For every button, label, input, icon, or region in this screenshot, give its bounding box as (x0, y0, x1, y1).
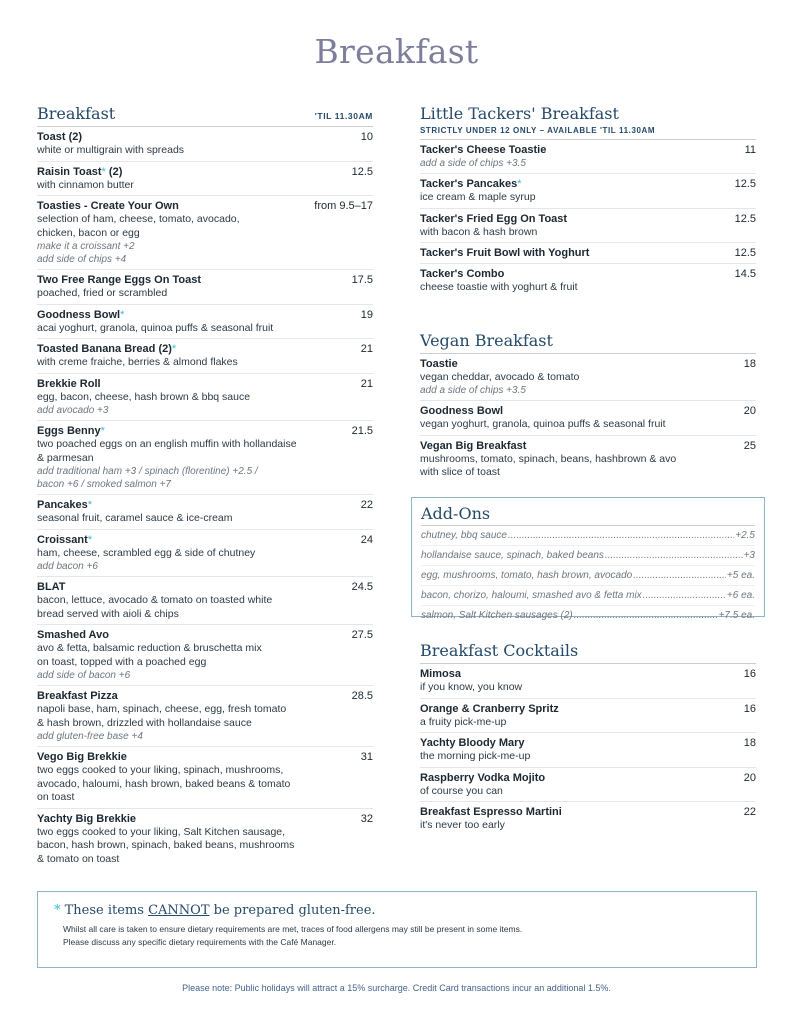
vegan-section (420, 331, 756, 483)
menu-item-price: 19 (360, 308, 373, 321)
menu-item-description: it's never too early (420, 819, 505, 831)
menu-item-description: with bacon & hash brown (420, 225, 538, 238)
addon-price: +6 ea. (726, 590, 755, 601)
menu-item-description: ice cream & maple syrup (420, 191, 536, 203)
menu-item-row (37, 130, 373, 144)
dot-leader (574, 609, 718, 622)
menu-item-row (37, 424, 373, 438)
menu-item (420, 140, 756, 174)
addon-price: +5 ea. (726, 570, 755, 581)
cocktails-title: Breakfast Cocktails (420, 641, 579, 660)
menu-item-description: on toast (37, 791, 75, 803)
item-name-text: Toasted Banana Bread (2) (37, 343, 172, 355)
menu-item-row (37, 199, 373, 213)
menu-item-option: add a side of chips +3.5 (420, 158, 526, 169)
addon-name: hollandaise sauce, spinach, baked beans (421, 550, 604, 561)
menu-item-description: cheese toastie with yoghurt & fruit (420, 281, 578, 293)
menu-item-price: 28.5 (351, 690, 373, 702)
menu-item-price: 20 (743, 771, 756, 784)
addon-name: bacon, chorizo, haloumi, smashed avo & fetta mix (421, 590, 642, 601)
notice-title-emphasis: CANNOT (148, 903, 210, 918)
menu-item-description: bacon, hash brown, spinach, baked beans, mushrooms (37, 839, 295, 851)
menu-item-row (37, 308, 373, 322)
vegan-header (420, 331, 756, 354)
menu-item-row (420, 702, 756, 716)
item-name-text: Vego Big Brekkie (37, 751, 127, 763)
menu-item (420, 401, 756, 436)
menu-item-row (37, 533, 373, 547)
menu-item (37, 127, 373, 162)
item-name-text: Yachty Bloody Mary (420, 737, 525, 749)
gluten-star-marker: * (87, 499, 93, 511)
addons-list (421, 526, 755, 625)
menu-item-price: 24.5 (351, 581, 373, 593)
menu-item-price: from 9.5–17 (314, 200, 373, 212)
menu-item-row (420, 805, 756, 819)
menu-item-name (37, 165, 122, 179)
menu-item-name (420, 246, 589, 260)
menu-item-option: add side of chips +4 (37, 254, 127, 265)
menu-item-price: 21 (360, 343, 373, 355)
little-tackers-header (420, 104, 756, 123)
menu-item-price: 12.5 (734, 212, 756, 225)
menu-item-row (37, 165, 373, 179)
addon-price: +7.5 ea. (718, 610, 755, 621)
addon-item (421, 526, 755, 546)
footer-note: Please note: Public holidays will attract a 15% surcharge. Credit Card transactions incur an additional 1.5%. (182, 983, 611, 993)
addon-item (421, 586, 755, 606)
breakfast-item-list (37, 127, 373, 869)
addon-item (421, 546, 755, 566)
menu-item-description: poached, fried or scrambled (37, 287, 168, 299)
menu-item-row (420, 736, 756, 750)
menu-item (37, 577, 373, 625)
menu-item (420, 768, 756, 803)
dot-leader (633, 569, 726, 582)
gluten-notice-title (54, 903, 756, 918)
menu-item-description: bread served with aioli & chips (37, 607, 179, 620)
addon-price: +3 (743, 550, 755, 561)
menu-item-row (420, 212, 756, 226)
menu-item-price: 16 (743, 702, 756, 715)
breakfast-title: Breakfast (37, 104, 116, 123)
menu-item-name (37, 130, 82, 144)
asterisk-marker: * (54, 903, 61, 918)
menu-item-row (37, 342, 373, 356)
menu-item-name (37, 199, 179, 213)
item-name-text: Tacker's Pancakes (420, 178, 518, 190)
menu-item-description: if you know, you know (420, 681, 523, 693)
menu-item-row (420, 404, 756, 418)
menu-item (37, 809, 373, 870)
dot-leader (605, 549, 743, 562)
item-name-text: Tacker's Cheese Toastie (420, 144, 547, 156)
menu-item-row (420, 357, 756, 371)
menu-item-option: make it a croissant +2 (37, 241, 135, 252)
item-name-text: Orange & Cranberry Spritz (420, 702, 559, 715)
vegan-item-list (420, 354, 756, 483)
item-name-text: Vegan Big Breakfast (420, 439, 527, 452)
addon-name: egg, mushrooms, tomato, hash brown, avocado (421, 570, 633, 581)
addons-box (411, 497, 765, 621)
menu-item-description: & tomato on toast (37, 852, 120, 865)
menu-item-row (420, 439, 756, 453)
menu-item-price: 18 (743, 357, 756, 370)
menu-item-description: the morning pick-me-up (420, 750, 531, 762)
menu-item-description: two eggs cooked to your liking, Salt Kitchen sausage, (37, 825, 286, 838)
item-name-text: Tacker's Combo (420, 268, 505, 280)
menu-item-row (420, 667, 756, 681)
menu-item-name (420, 736, 525, 750)
menu-item-row (37, 689, 373, 703)
menu-item-row (420, 267, 756, 281)
addons-title: Add-Ons (421, 504, 755, 526)
gluten-star-marker: * (171, 343, 177, 355)
menu-item (37, 162, 373, 197)
menu-item-price: 12.5 (734, 178, 756, 190)
menu-item (37, 196, 373, 270)
menu-item-price: 21 (360, 377, 373, 390)
gluten-star-marker: * (101, 165, 106, 178)
item-name-text: Two Free Range Eggs On Toast (37, 274, 202, 286)
notice-title-pre: These items (64, 903, 149, 918)
gluten-star-marker: * (120, 308, 125, 321)
menu-item-name (37, 580, 66, 594)
item-name-text: Croissant (37, 533, 88, 546)
menu-item-name (420, 357, 458, 371)
menu-item-description: avo & fetta, balsamic reduction & bruschetta mix (37, 642, 262, 654)
menu-item-option: add a side of chips +3.5 (420, 385, 526, 396)
gluten-notice-text (54, 923, 756, 948)
menu-item-description: with cinnamon butter (37, 178, 134, 191)
menu-item (420, 664, 756, 699)
menu-item (37, 530, 373, 578)
menu-item-name (420, 212, 567, 226)
item-name-text: Mimosa (420, 668, 461, 680)
menu-item (37, 495, 373, 530)
menu-item-description: acai yoghurt, granola, quinoa puffs & seasonal fruit (37, 321, 274, 334)
menu-item-name (420, 702, 559, 716)
menu-item-price: 12.5 (734, 247, 756, 259)
little-tackers-title: Little Tackers' Breakfast (420, 104, 619, 123)
menu-item-row (420, 771, 756, 785)
menu-item-description: mushrooms, tomato, spinach, beans, hashbrown & avo (420, 452, 677, 465)
menu-item-row (420, 246, 756, 260)
menu-item (420, 436, 756, 483)
menu-item-description: with creme fraiche, berries & almond flakes (37, 356, 238, 368)
menu-item-description: napoli base, ham, spinach, cheese, egg, fresh tomato (37, 703, 287, 715)
menu-item-row (420, 177, 756, 191)
menu-item-option: add side of bacon +6 (37, 670, 131, 681)
item-name-text: Breakfast Pizza (37, 690, 118, 702)
item-name-text: Tacker's Fried Egg On Toast (420, 212, 568, 225)
menu-item-description: of course you can (420, 784, 503, 797)
menu-item-row (37, 750, 373, 764)
menu-item-name (37, 533, 92, 547)
menu-item (37, 374, 373, 422)
menu-item-row (37, 273, 373, 287)
little-tackers-section (420, 104, 756, 298)
menu-item-name (37, 498, 92, 512)
menu-item (420, 174, 756, 209)
menu-item-name (37, 342, 176, 356)
menu-item-description: white or multigrain with spreads (37, 144, 185, 156)
item-name-text: Tacker's Fruit Bowl with Yoghurt (420, 247, 590, 259)
menu-item (420, 802, 756, 836)
cocktails-item-list (420, 664, 756, 836)
menu-item (420, 264, 756, 298)
menu-item-description: bacon, lettuce, avocado & tomato on toasted white (37, 594, 273, 606)
item-name-text: Raisin Toast (37, 165, 102, 178)
item-name-text: Goodness Bowl (37, 308, 121, 321)
item-name-text: Pancakes (37, 499, 88, 511)
menu-item (37, 305, 373, 340)
addon-item (421, 606, 755, 625)
breakfast-section (37, 104, 373, 869)
menu-item-name (420, 667, 461, 681)
menu-item (37, 625, 373, 686)
menu-item (420, 699, 756, 734)
menu-item-description: on toast, topped with a poached egg (37, 655, 207, 668)
menu-item-description: & hash brown, drizzled with hollandaise sauce (37, 716, 252, 729)
menu-item (37, 339, 373, 374)
menu-item-row (37, 377, 373, 391)
addon-name: chutney, bbq sauce (421, 530, 507, 541)
menu-item-option: add gluten-free base +4 (37, 731, 143, 742)
item-name-text: Toast (2) (37, 131, 83, 143)
menu-item-description: with slice of toast (420, 466, 500, 478)
menu-item-name (37, 377, 101, 391)
menu-item-price: 18 (743, 737, 756, 749)
menu-item-description: two poached eggs on an english muffin with hollandaise (37, 438, 297, 450)
cocktails-section (420, 641, 756, 836)
item-name-text: Toasties - Create Your Own (37, 200, 179, 212)
menu-item-price: 10 (360, 131, 373, 143)
cocktails-header (420, 641, 756, 664)
menu-item-description: vegan cheddar, avocado & tomato (420, 370, 580, 383)
menu-item-price: 21.5 (351, 425, 373, 437)
menu-item-row (37, 498, 373, 512)
menu-item (420, 209, 756, 244)
dot-leader (508, 529, 734, 542)
notice-line: Please discuss any specific dietary requirements with the Café Manager. (63, 936, 337, 947)
menu-item (37, 686, 373, 747)
addon-name: salmon, Salt Kitchen sausages (2) (421, 610, 573, 621)
addon-item (421, 566, 755, 586)
menu-item-price: 22 (743, 806, 756, 818)
menu-item (420, 733, 756, 768)
little-tackers-item-list (420, 140, 756, 298)
menu-item-price: 16 (743, 668, 756, 680)
menu-item-price: 24 (360, 533, 373, 546)
page-title: Breakfast (314, 32, 479, 71)
item-name-text: Toastie (420, 357, 458, 370)
menu-item-price: 12.5 (351, 165, 373, 178)
menu-item-description: avocado, haloumi, hash brown, baked beans & tomato (37, 777, 291, 790)
item-name-text: BLAT (37, 581, 66, 593)
menu-item (37, 747, 373, 809)
menu-item (420, 243, 756, 264)
menu-item-description: & parmesan (37, 451, 94, 464)
menu-item-option: add bacon +6 (37, 561, 98, 572)
menu-item-description: ham, cheese, scrambled egg & side of chutney (37, 546, 256, 559)
menu-item-name (37, 424, 105, 438)
menu-item-price: 22 (360, 499, 373, 511)
menu-item-name (420, 404, 503, 418)
menu-item-price: 14.5 (734, 268, 756, 280)
menu-item-price: 17.5 (351, 274, 373, 286)
item-name-text: Goodness Bowl (420, 405, 504, 417)
menu-item-description: chicken, bacon or egg (37, 226, 140, 239)
item-name-text: Eggs Benny (37, 425, 101, 437)
menu-item-description: selection of ham, cheese, tomato, avocado, (37, 213, 240, 225)
menu-item-price: 25 (743, 439, 756, 452)
item-name-text: Raspberry Vodka Mojito (420, 771, 546, 784)
menu-item-name (420, 439, 526, 453)
menu-item-name (37, 750, 127, 764)
right-column (420, 104, 756, 483)
notice-line: Whilst all care is taken to ensure dietary requirements are met, traces of food allergens may still be present in some items. (63, 924, 523, 934)
menu-item-row (420, 143, 756, 157)
menu-item (37, 270, 373, 305)
item-name-text: Brekkie Roll (37, 377, 101, 390)
menu-item-option: add avocado +3 (37, 405, 109, 416)
menu-item-name (420, 143, 546, 157)
gluten-star-marker: * (517, 178, 522, 190)
menu-item-option: add traditional ham +3 / spinach (florentine) +2.5 / (37, 466, 258, 477)
menu-item-name (37, 689, 118, 703)
menu-item-name (420, 771, 545, 785)
item-name-text: Yachty Big Brekkie (37, 812, 137, 825)
menu-item-name (420, 805, 562, 819)
menu-item (37, 421, 373, 495)
menu-item-name (420, 177, 522, 191)
notice-title-post: be prepared gluten-free. (209, 903, 376, 918)
menu-item-option: bacon +6 / smoked salmon +7 (37, 479, 171, 490)
gluten-star-marker: * (100, 425, 105, 437)
item-name-text: Smashed Avo (37, 629, 109, 641)
menu-item-name (420, 267, 504, 281)
menu-item-price: 27.5 (351, 629, 373, 641)
item-name-text: Breakfast Espresso Martini (420, 806, 562, 818)
menu-item-name (37, 273, 201, 287)
item-name-suffix: (2) (105, 165, 123, 178)
menu-item-description: two eggs cooked to your liking, spinach, mushrooms, (37, 764, 284, 776)
dot-leader (643, 589, 726, 602)
gluten-notice-box (37, 891, 757, 968)
breakfast-hours-note: 'TIL 11.30AM (314, 111, 373, 121)
menu-item-price: 11 (744, 144, 756, 156)
menu-item-name (37, 812, 136, 826)
menu-item-price: 31 (360, 751, 373, 763)
menu-item-price: 32 (360, 812, 373, 825)
little-tackers-note: STRICTLY UNDER 12 ONLY – AVAILABLE 'TIL 11.30AM (420, 126, 756, 140)
vegan-title: Vegan Breakfast (420, 330, 553, 350)
breakfast-header (37, 104, 373, 127)
menu-item-row (37, 580, 373, 594)
gluten-star-marker: * (87, 533, 93, 546)
menu-item-row (37, 812, 373, 826)
menu-item-name (37, 628, 109, 642)
menu-item-row (37, 628, 373, 642)
menu-item (420, 354, 756, 402)
menu-item-description: seasonal fruit, caramel sauce & ice-cream (37, 512, 233, 524)
menu-item-name (37, 308, 124, 322)
menu-item-price: 20 (743, 405, 756, 417)
menu-item-description: vegan yoghurt, granola, quinoa puffs & seasonal fruit (420, 418, 666, 430)
addon-price: +2.5 (735, 530, 755, 541)
menu-item-description: egg, bacon, cheese, hash brown & bbq sauce (37, 390, 251, 403)
menu-item-description: a fruity pick-me-up (420, 715, 507, 728)
